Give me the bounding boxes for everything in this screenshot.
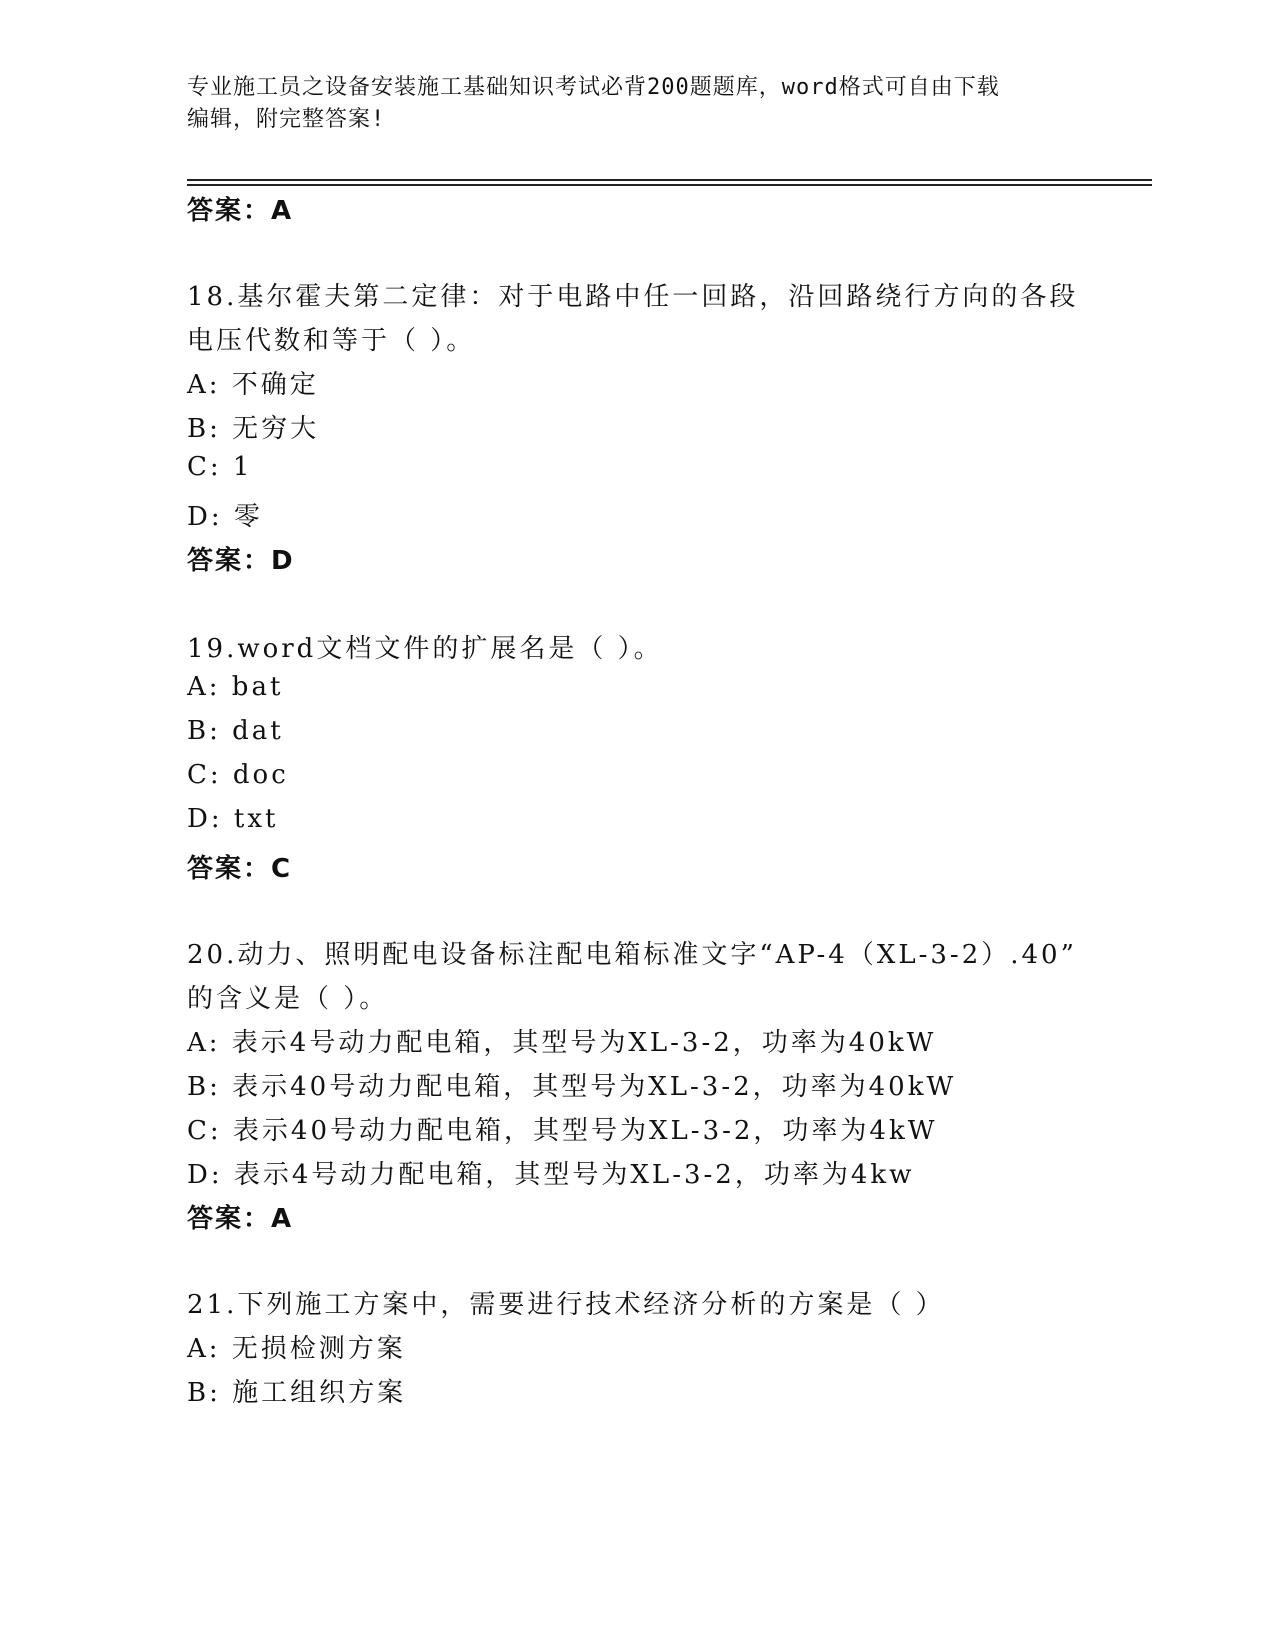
question-20-text-line-2: 的含义是（ ）。 [187, 984, 389, 1014]
question-18-option-b: B: 无穷大 [187, 414, 320, 444]
question-19-option-d: D: txt [187, 804, 279, 834]
question-20-option-c: C: 表示40号动力配电箱，其型号为XL-3-2，功率为4kW [187, 1116, 938, 1146]
question-21-text-line-1: 21.下列施工方案中，需要进行技术经济分析的方案是（ ） [187, 1290, 945, 1320]
question-19-option-a: A: bat [187, 672, 284, 702]
question-19-answer: 答案：C [187, 854, 293, 884]
header-divider-top [187, 179, 1152, 181]
question-18-option-a: A: 不确定 [187, 370, 319, 400]
question-18-option-c: C: 1 [187, 452, 253, 482]
question-20-text-line-1: 20.动力、照明配电设备标注配电箱标准文字“AP-4（XL-3-2）.40” [187, 940, 1077, 970]
question-19-option-c: C: doc [187, 760, 289, 790]
question-21-option-a: A: 无损检测方案 [187, 1334, 406, 1364]
question-20-answer: 答案：A [187, 1204, 294, 1234]
question-18-text-line-1: 18.基尔霍夫第二定律：对于电路中任一回路，沿回路绕行方向的各段 [187, 282, 1079, 312]
question-18-option-d: D: 零 [187, 502, 263, 532]
previous-answer: 答案：A [187, 196, 294, 226]
question-20-option-d: D: 表示4号动力配电箱，其型号为XL-3-2，功率为4kw [187, 1160, 915, 1190]
header-line-1: 专业施工员之设备安装施工基础知识考试必背200题题库，word格式可自由下载 [187, 75, 1000, 100]
question-20-option-a: A: 表示4号动力配电箱，其型号为XL-3-2，功率为40kW [187, 1028, 937, 1058]
question-21-option-b: B: 施工组织方案 [187, 1378, 407, 1408]
question-18-text-line-2: 电压代数和等于（ ）。 [187, 326, 476, 356]
question-20-option-b: B: 表示40号动力配电箱，其型号为XL-3-2，功率为40kW [187, 1072, 957, 1102]
header-line-2: 编辑，附完整答案! [187, 107, 386, 132]
header-divider-bottom [187, 184, 1152, 186]
question-19-option-b: B: dat [187, 716, 284, 746]
question-19-text-line-1: 19.word文档文件的扩展名是（ ）。 [187, 634, 663, 664]
document-header [187, 72, 1087, 136]
question-18-answer: 答案：D [187, 546, 295, 576]
